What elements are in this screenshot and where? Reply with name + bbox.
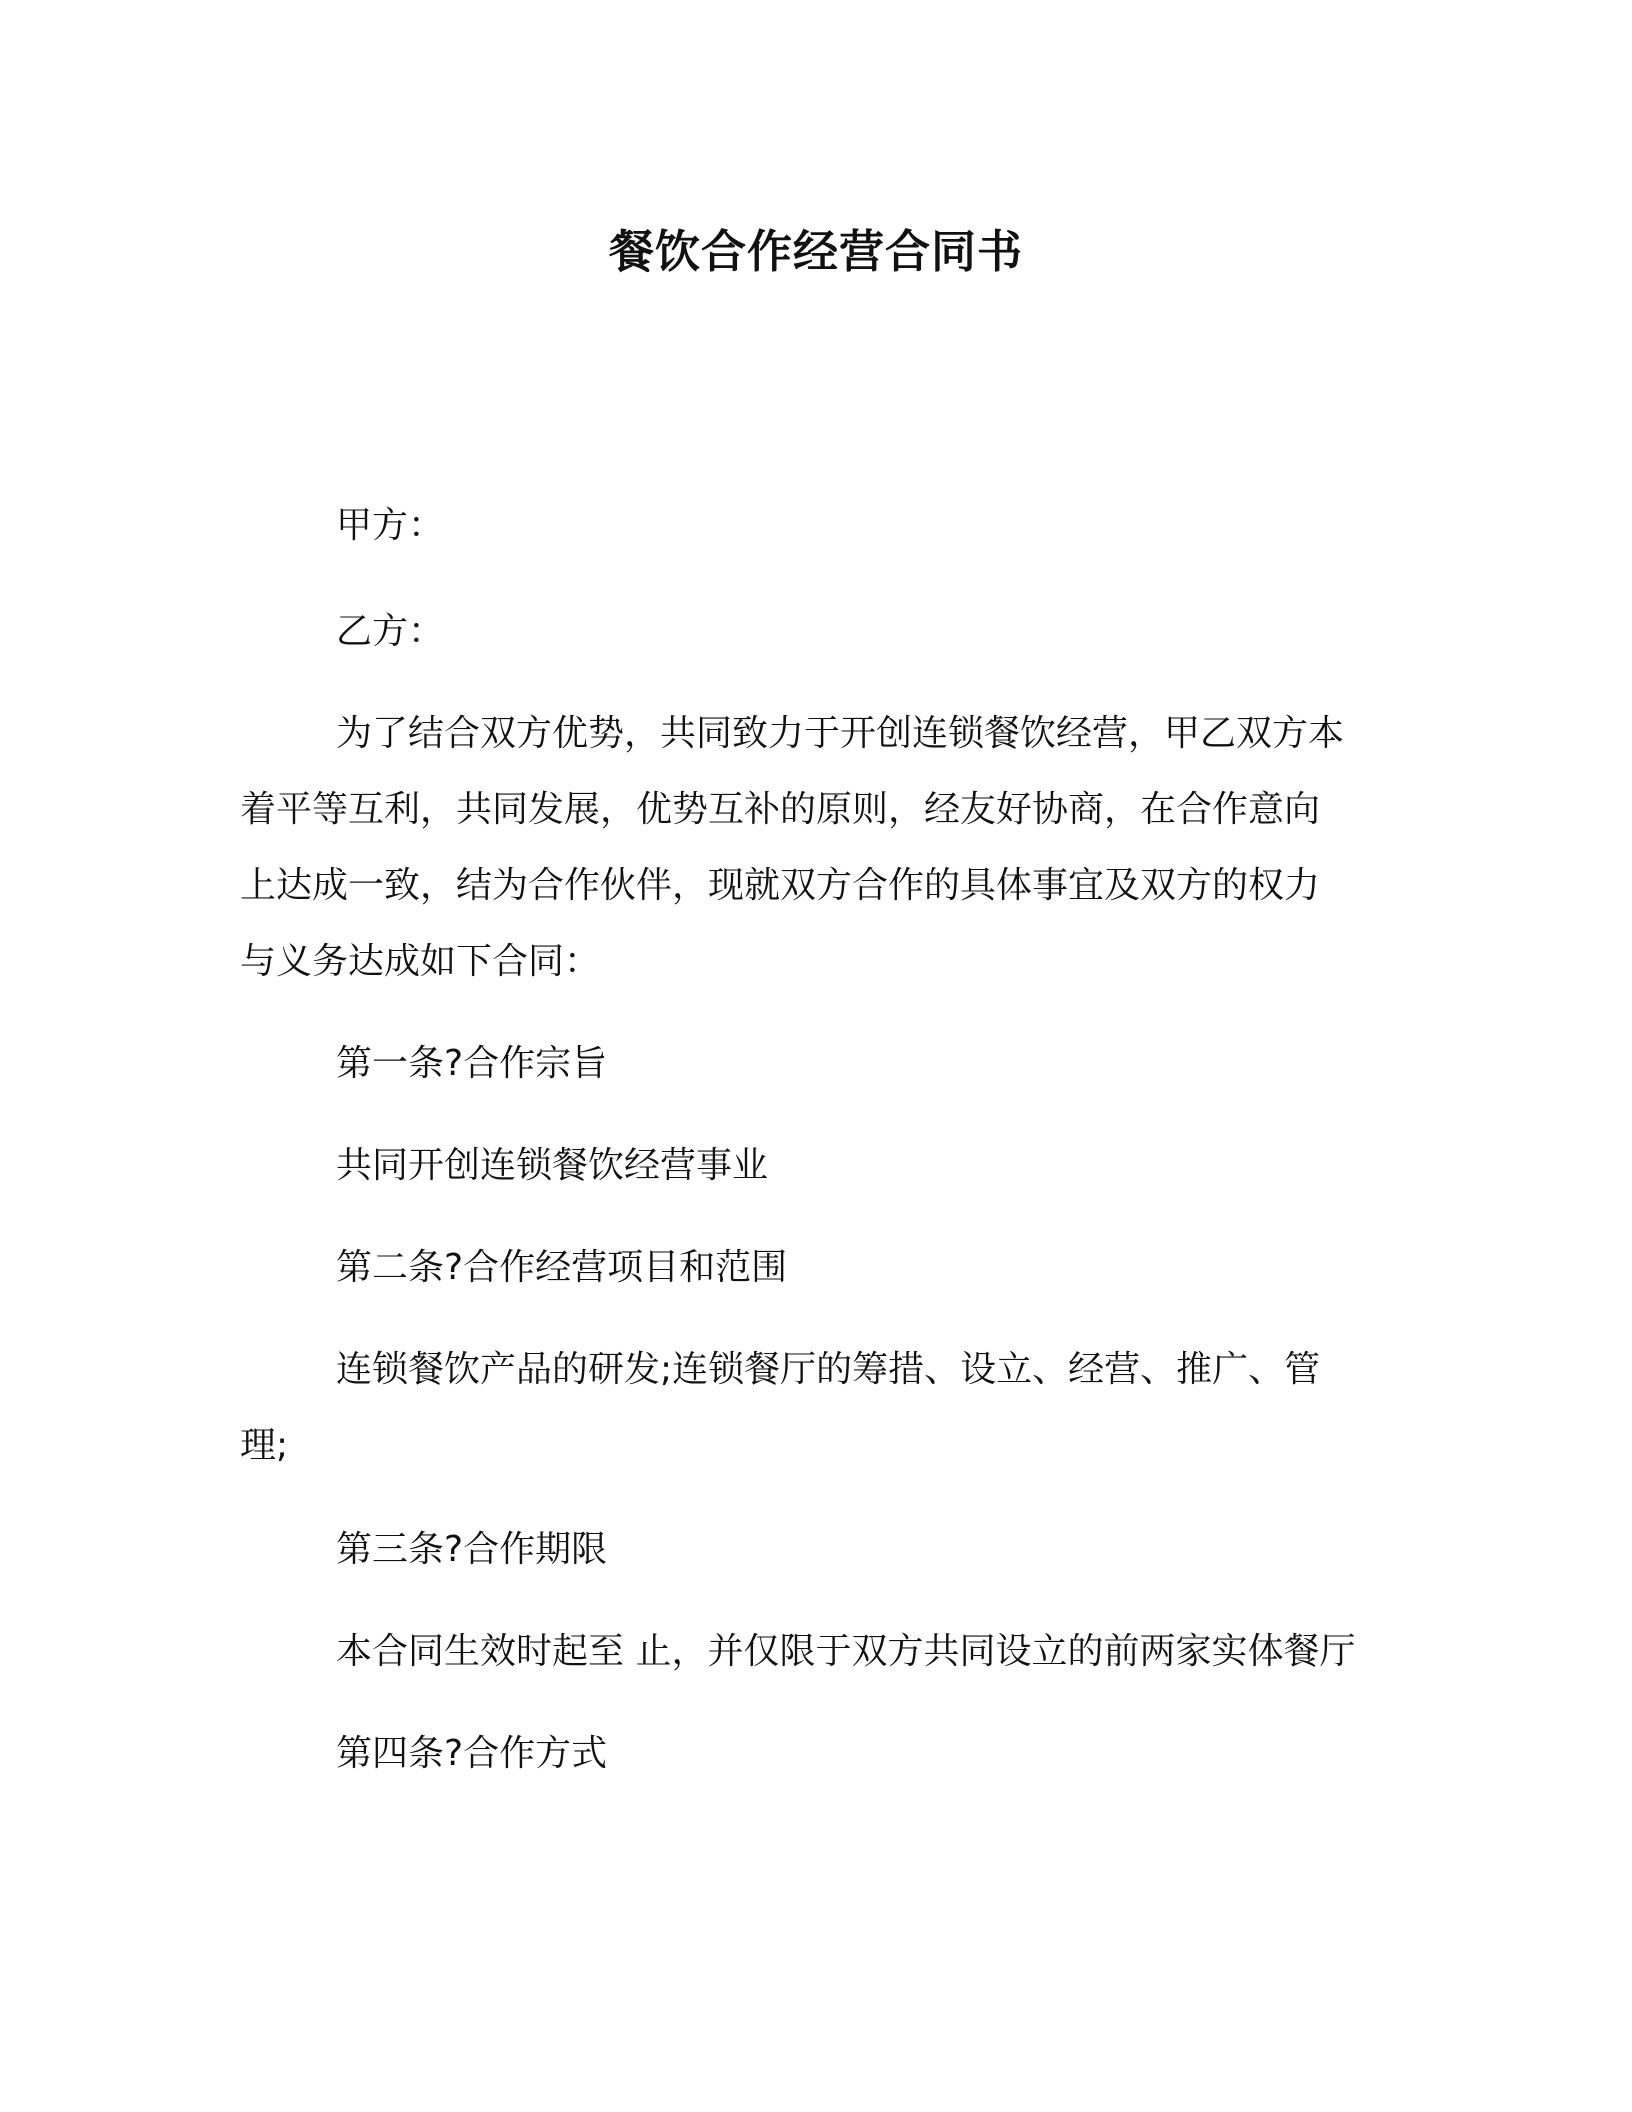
preamble-line-2: 着平等互利，共同发展，优势互补的原则，经友好协商，在合作意向 [240, 789, 1321, 830]
article-1-heading: 第一条?合作宗旨 [336, 1043, 608, 1084]
article-2-text-line-2: 理; [240, 1425, 289, 1466]
party-b-line: 乙方： [336, 611, 445, 652]
article-4-heading: 第四条?合作方式 [336, 1733, 608, 1774]
article-2-heading: 第二条?合作经营项目和范围 [336, 1247, 788, 1288]
article-3-heading: 第三条?合作期限 [336, 1529, 608, 1570]
preamble-line-1: 为了结合双方优势，共同致力于开创连锁餐饮经营，甲乙双方本 [336, 713, 1345, 754]
preamble-line-4: 与义务达成如下合同： [240, 941, 601, 982]
preamble-line-3: 上达成一致，结为合作伙伴，现就双方合作的具体事宜及双方的权力 [240, 865, 1321, 906]
party-a-line: 甲方： [336, 505, 445, 546]
document-title: 餐饮合作经营合同书 [608, 225, 1023, 278]
article-3-text: 本合同生效时起至 止，并仅限于双方共同设立的前两家实体餐厅 [336, 1631, 1356, 1672]
article-1-text: 共同开创连锁餐饮经营事业 [336, 1145, 769, 1186]
article-2-text-line-1: 连锁餐饮产品的研发;连锁餐厅的筹措、设立、经营、推广、管 [336, 1349, 1321, 1390]
